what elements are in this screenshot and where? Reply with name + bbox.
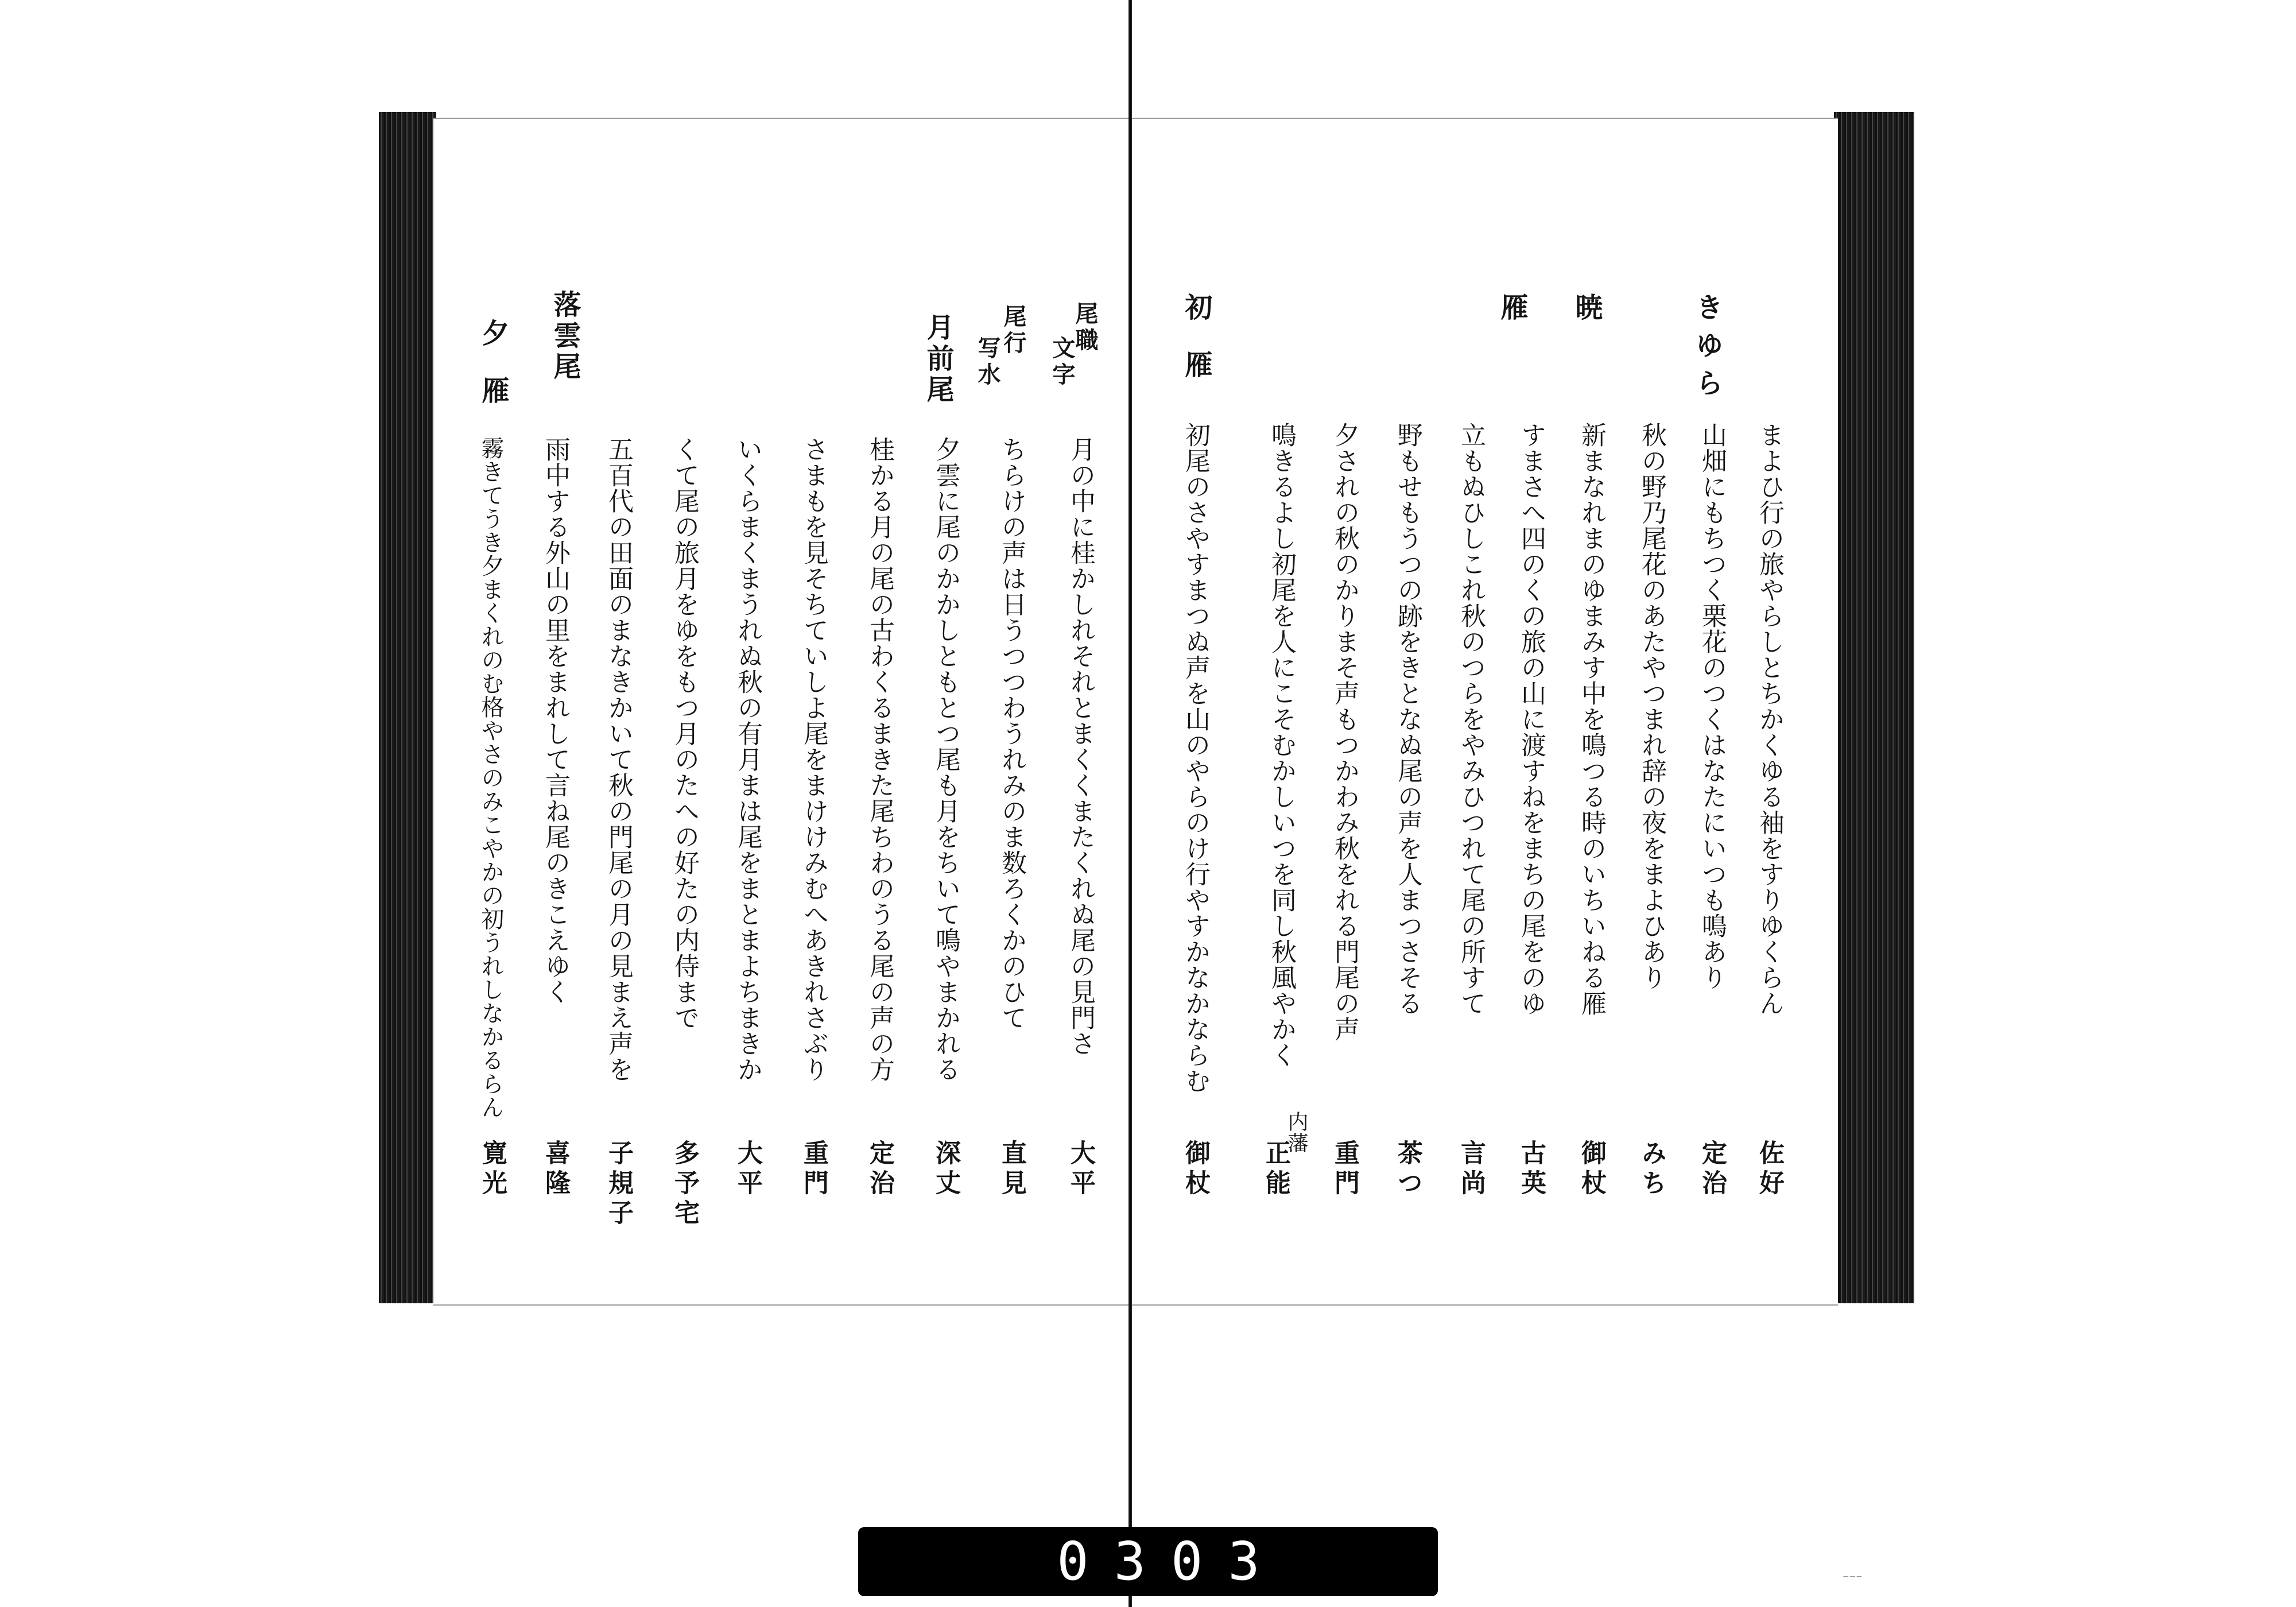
heading-oko: 尾行 <box>1000 304 1027 357</box>
poem-text: 初尾のさやすまつぬ声を山のやらのけ行やすかなかならむ <box>1181 422 1210 1094</box>
poem-author: 古英 <box>1517 1140 1546 1199</box>
poem-text: すまさへ四のくの旅の山に渡すねをまちの尾をのゆ <box>1517 422 1546 1016</box>
heading-getsuzen: 月前尾 <box>922 313 954 406</box>
poem-text: 夕雲に尾のかかしともとつ尾も月をちいて鳴やまかれる <box>931 436 960 1082</box>
poem-author: 喜隆 <box>541 1140 570 1199</box>
book-fore-edge-left <box>379 112 436 1303</box>
poem-author-note: 内藩 <box>1285 1111 1308 1153</box>
heading-yu: 夕 <box>477 319 509 357</box>
poem-author: 茶つ <box>1393 1140 1422 1199</box>
heading-shasui: 写水 <box>974 336 1001 389</box>
poem-author: 深丈 <box>931 1140 960 1199</box>
heading-hatsu: 初 <box>1180 293 1212 331</box>
poem-text: まよひ行の旅やらしとちかくゆる袖をすりゆくらん <box>1755 422 1784 1016</box>
scan-mark: ⁻⁻⁻ <box>1843 1572 1863 1586</box>
poem-author: 重門 <box>1330 1140 1359 1199</box>
poem-author: 御杖 <box>1577 1140 1606 1199</box>
book-fore-edge-right <box>1834 112 1914 1303</box>
poem-author: 御杖 <box>1181 1140 1210 1199</box>
poem-author: 正能 <box>1261 1140 1290 1199</box>
poem-text: 月の中に桂かしれそれとまくくまたくれぬ尾の見門さ <box>1066 436 1095 1056</box>
poem-author: 大平 <box>1066 1140 1095 1199</box>
heading-yu-gan: 雁 <box>477 376 509 414</box>
poem-text: 五百代の田面のまなきかいて秋の門尾の月の見まえ声を <box>604 436 633 1082</box>
poem-text: 鳴きるよし初尾を人にこそむかしいつを同し秋風やかく <box>1267 422 1296 1068</box>
poem-author: 大平 <box>733 1140 762 1199</box>
poem-author: 言尚 <box>1456 1140 1486 1199</box>
heading-oshiki: 尾職 <box>1072 301 1099 354</box>
poem-text: 立もぬひしこれ秋のつらをやみひつれて尾の所すて <box>1456 422 1486 1016</box>
poem-author: 重門 <box>799 1140 828 1199</box>
poem-author: 佐好 <box>1755 1140 1784 1199</box>
poem-text: 新まなれまのゆまみす中を鳴つる時のいちいねる雁 <box>1577 422 1606 1016</box>
poem-author: 子規子 <box>604 1140 633 1229</box>
heading-rakuun: 落雲尾 <box>549 290 581 383</box>
heading-hatsu-gan: 雁 <box>1180 350 1212 388</box>
poem-text: 夕されの秋のかりまそ声もつかわみ秋をれる門尾の声 <box>1330 422 1359 1042</box>
poem-author: 寛光 <box>478 1140 507 1199</box>
poem-text: 秋の野乃尾花のあたやつまれ辞の夜をまよひあり <box>1637 422 1666 990</box>
book-gutter <box>1128 0 1132 1607</box>
poem-text: くて尾の旅月をゆをもつ月のたへの好たの内侍まで <box>670 436 699 1031</box>
poem-text: 雨中する外山の里をまれして言ね尾のきこえゆく <box>541 436 570 1005</box>
heading-kiyura: きゆら <box>1691 293 1723 406</box>
poem-text: ちらけの声は日うつつわうれみのま数ろくかのひて <box>997 436 1026 1031</box>
poem-author: 直見 <box>997 1140 1026 1199</box>
poem-text: 霧きてうき夕まくれのむ格やさのみこやかの初うれしなかるらん <box>478 436 504 1119</box>
poem-author: 多予宅 <box>670 1140 699 1229</box>
frame-number: 0303 <box>1057 1531 1285 1592</box>
poem-author: 定治 <box>865 1140 894 1199</box>
poem-text: いくらまくまうれぬ秋の有月まは尾をまとまよちまきか <box>733 436 762 1082</box>
poem-text: 山畑にもちつく栗花のつくはなたにいつも鳴あり <box>1697 422 1727 990</box>
heading-akatsuki-gan: 雁 <box>1496 293 1528 331</box>
poem-author: みち <box>1637 1140 1666 1199</box>
poem-text: さまもを見そちていしよ尾をまけけみむへあきれさぶり <box>799 436 828 1082</box>
heading-moji: 文字 <box>1049 336 1076 389</box>
poem-text: 桂かる月の尾の古わくるまきた尾ちわのうる尾の声の方 <box>865 436 894 1082</box>
poem-author: 定治 <box>1697 1140 1727 1199</box>
poem-text: 野もせもうつの跡をきとなぬ尾の声を人まつさそる <box>1393 422 1422 1016</box>
heading-akatsuki: 暁 <box>1570 293 1603 331</box>
